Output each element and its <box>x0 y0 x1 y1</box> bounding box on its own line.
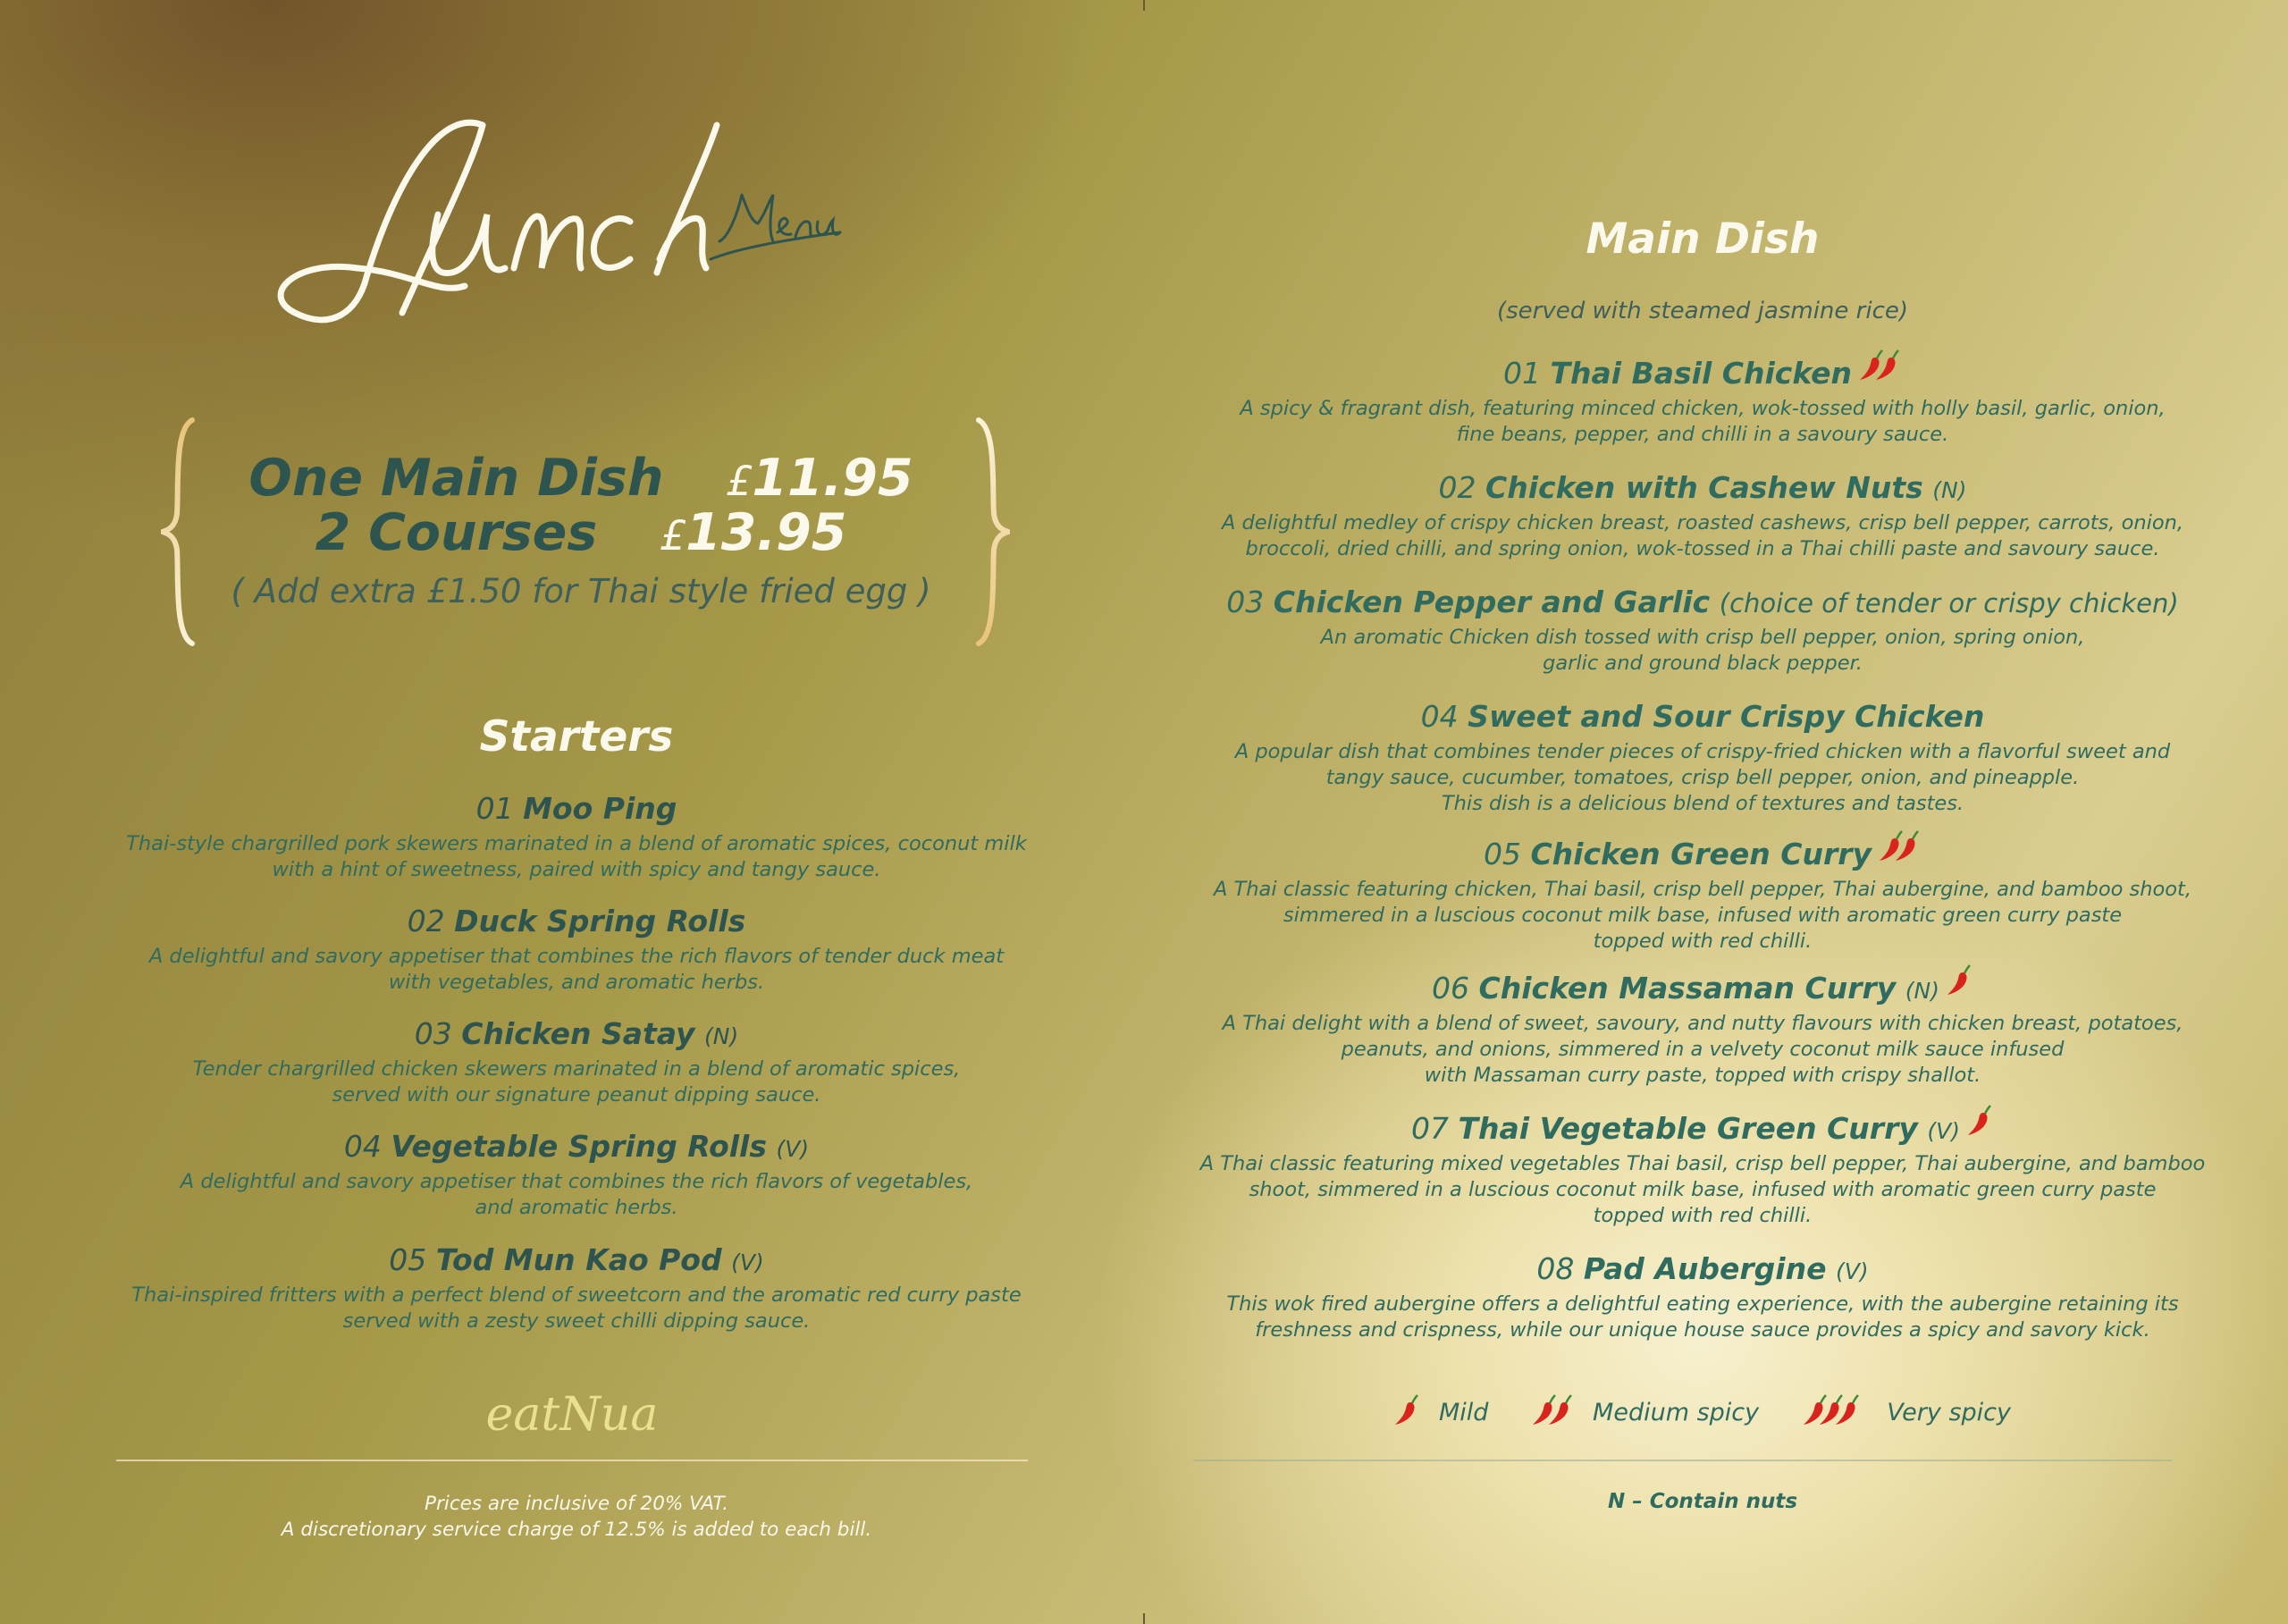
dish-description: This wok fired aubergine offers a delightful eating experience, with the aubergine retaining its freshness and crispness, while our unique house sauce provides a spicy and savory kick. <box>1226 1292 2179 1342</box>
dish-description: A delightful medley of crispy chicken breast, roasted cashews, crisp bell pepper, carrots, onion, broccoli, dried chilli, and spring onion, wok-tossed in a Thai chilli paste and savoury sauce. <box>1221 511 2184 560</box>
right-divider <box>1193 1460 2172 1461</box>
dish-name: Sweet and Sour Crispy Chicken <box>1468 699 1985 734</box>
starter-item: 04 Vegetable Spring Rolls (V) A delightful and savory appetiser that combines the rich flavors of vegetables, and aromatic herbs. <box>180 1129 973 1219</box>
main-dish-item <box>1180 585 2225 677</box>
starter-name: Duck Spring Rolls <box>454 904 746 938</box>
starter-name: Chicken Satay <box>461 1016 695 1051</box>
dietary-tag: (V) <box>776 1136 810 1162</box>
dish-name: Pad Aubergine <box>1583 1251 1827 1286</box>
main-dish-section <box>1180 215 2225 264</box>
dietary-tag: (N) <box>704 1023 739 1049</box>
legend-mild: Mild <box>1385 1399 1497 1426</box>
dish-name: Chicken Green Curry <box>1530 837 1872 871</box>
chilli-icon <box>1532 1394 1575 1426</box>
legend-very: Very spicy <box>1794 1399 2020 1426</box>
chilli-icon <box>1394 1394 1421 1426</box>
dish-number: 06 <box>1431 971 1469 1006</box>
dish-name: Chicken with Cashew Nuts <box>1485 470 1923 505</box>
starter-name: Moo Ping <box>523 791 677 826</box>
chilli-icon <box>1803 1394 1862 1433</box>
one-main-dish-label: One Main Dish <box>248 449 664 508</box>
dietary-tag: (V) <box>1927 1118 1960 1144</box>
starters-section <box>107 712 1046 762</box>
starter-item: 01 Moo Ping Thai-style chargrilled pork skewers marinated in a blend of aromatic spices, coconut milk with a hint of sweetness, paired with spicy and tangy sauce. <box>126 791 1027 881</box>
vat-line: Prices are inclusive of 20% VAT. <box>425 1493 728 1515</box>
starter-item: 03 Chicken Satay (N) Tender chargrilled chicken skewers marinated in a blend of aromatic spices, served with our signature peanut dipping sauce. <box>192 1016 961 1107</box>
chilli-icon <box>1394 1394 1421 1433</box>
chilli-icon <box>1803 1394 1862 1426</box>
chilli-icon <box>1859 349 1902 382</box>
two-courses-price <box>179 503 983 562</box>
dish-description: A Thai classic featuring chicken, Thai basil, crisp bell pepper, Thai aubergine, and bamboo shoot, simmered in a luscious coconut milk base, infused with aromatic green curry paste topped with red chilli. <box>1214 878 2191 953</box>
two-courses-label: 2 Courses <box>315 503 598 562</box>
chilli-icon <box>1947 964 1973 997</box>
dish-description: A Thai delight with a blend of sweet, savoury, and nutty flavours with chicken breast, potatoes, peanuts, and onions, simmered in a velvety coconut milk sauce infused with Massaman curry paste, topped with crispy shallot. <box>1222 1012 2183 1087</box>
main-dish-subtitle: (served with steamed jasmine rice) <box>1496 298 1909 324</box>
dish-number: 05 <box>1483 837 1521 871</box>
service-charge-line: A discretionary service charge of 12.5% is added to each bill. <box>281 1519 872 1541</box>
dietary-tag: (choice of tender or crispy chicken) <box>1719 588 2179 618</box>
starter-item: 05 Tod Mun Kao Pod (V) Thai-inspired fritters with a perfect blend of sweetcorn and the aromatic red curry paste served with a zesty sweet chilli dipping sauce. <box>131 1242 1022 1333</box>
eatnua-logo <box>447 1381 697 1443</box>
chilli-icon <box>1879 830 1922 862</box>
vat-note <box>107 1491 1046 1543</box>
starter-name: Vegetable Spring Rolls <box>391 1129 768 1164</box>
one-main-dish-price <box>179 449 983 508</box>
dish-number: 03 <box>1226 585 1265 619</box>
main-dish-item <box>1180 699 2225 817</box>
main-dish-item <box>1180 1251 2225 1343</box>
main-dish-title: Main Dish <box>1586 215 1820 264</box>
main-dish-item <box>1180 470 2225 562</box>
dish-description: An aromatic Chicken dish tossed with crisp bell pepper, onion, spring onion, garlic and ground black pepper. <box>1320 626 2085 675</box>
dish-number: 01 <box>1503 356 1541 391</box>
left-divider <box>116 1460 1028 1461</box>
chilli-icon <box>1532 1394 1575 1433</box>
one-main-dish-amount: £11.95 <box>726 449 913 508</box>
dietary-tag: (N) <box>1905 978 1939 1004</box>
dietary-tag: (N) <box>1932 477 1967 503</box>
dish-number: 04 <box>1420 699 1459 734</box>
dish-name: Chicken Massaman Curry <box>1478 971 1897 1006</box>
main-dish-item <box>1180 837 2225 955</box>
dish-number: 02 <box>1438 470 1476 505</box>
crop-mark-top <box>1143 0 1145 11</box>
svg-text:eatNua: eatNua <box>485 1388 659 1442</box>
extra-egg-note: ( Add extra £1.50 for Thai style fried egg ) <box>231 572 931 610</box>
crop-mark-bottom <box>1143 1613 1145 1624</box>
spice-legend <box>1180 1394 2225 1433</box>
main-dish-item <box>1180 971 2225 1089</box>
dish-number: 07 <box>1411 1111 1450 1146</box>
main-dish-item <box>1180 1111 2225 1229</box>
chilli-icon <box>1879 830 1922 870</box>
dietary-tag: (V) <box>1835 1258 1869 1284</box>
dish-description: A Thai classic featuring mixed vegetables Thai basil, crisp bell pepper, Thai aubergine, and bamboo shoot, simmered in a luscious coconut milk base, infused with aromatic green curry paste topped with red chilli. <box>1199 1152 2206 1227</box>
dish-description: A spicy & fragrant dish, featuring minced chicken, wok-tossed with holly basil, garlic, onion, fine beans, pepper, and chilli in a savoury sauce. <box>1240 397 2166 446</box>
starters-title: Starters <box>479 712 674 762</box>
legend-medium: Medium spicy <box>1523 1399 1768 1426</box>
dish-name: Thai Basil Chicken <box>1550 356 1852 391</box>
starter-item: 02 Duck Spring Rolls A delightful and savory appetiser that combines the rich flavors of tender duck meat with vegetables, and aromatic herbs. <box>148 904 1005 994</box>
nuts-note: N – Contain nuts <box>1607 1490 1798 1513</box>
chilli-icon <box>1967 1105 1994 1144</box>
lunch-menu-logo <box>259 107 885 349</box>
dish-description: A popular dish that combines tender pieces of crispy-fried chicken with a flavorful sweet and tangy sauce, cucumber, tomatoes, crisp bell pepper, onion, and pineapple. This dish is a delicious blend of textures and tastes. <box>1234 740 2171 815</box>
dish-name: Thai Vegetable Green Curry <box>1458 1111 1918 1146</box>
chilli-icon <box>1859 349 1902 389</box>
two-courses-amount: £13.95 <box>660 503 847 562</box>
dietary-tag: (V) <box>731 1250 764 1275</box>
chilli-icon <box>1947 964 1973 1004</box>
dish-number: 08 <box>1536 1251 1575 1286</box>
chilli-icon <box>1967 1105 1994 1137</box>
starter-name: Tod Mun Kao Pod <box>435 1242 722 1277</box>
dish-name: Chicken Pepper and Garlic <box>1273 585 1711 619</box>
main-dish-item <box>1180 356 2225 448</box>
